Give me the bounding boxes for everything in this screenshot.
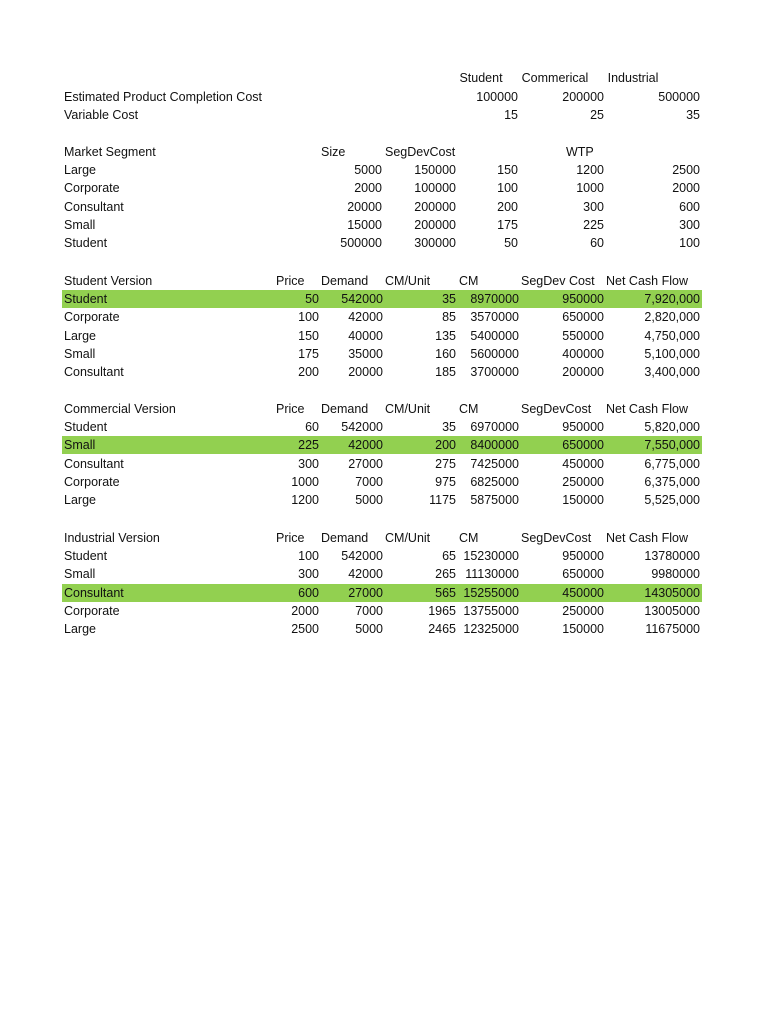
demand-cell: 42000 bbox=[348, 567, 383, 582]
wtp-industrial-cell: 300 bbox=[679, 217, 700, 232]
table-row bbox=[62, 327, 702, 345]
cmunit-cell: 85 bbox=[442, 310, 456, 325]
cm-cell: 7425000 bbox=[470, 456, 519, 471]
cmunit-cell: 265 bbox=[435, 567, 456, 582]
segment-name: Student bbox=[64, 420, 108, 434]
segment-name: Large bbox=[64, 622, 96, 637]
segdevcost-cell: 100000 bbox=[414, 181, 456, 196]
table-row bbox=[62, 547, 702, 565]
segment-name: Student bbox=[64, 236, 108, 251]
netcashflow-cell: 7,550,000 bbox=[644, 438, 700, 453]
cmunit-cell: 185 bbox=[435, 365, 456, 380]
segment-name: Student bbox=[64, 549, 108, 563]
cmunit-cell: 65 bbox=[442, 549, 456, 563]
demand-cell: 35000 bbox=[348, 346, 383, 361]
netcashflow-cell: 9980000 bbox=[651, 567, 700, 582]
segdev-cell: 550000 bbox=[562, 328, 604, 343]
value-cell: 500000 bbox=[658, 90, 700, 104]
price-cell: 60 bbox=[305, 420, 319, 434]
segment-name: Large bbox=[64, 163, 96, 177]
completion-cost-row bbox=[62, 88, 702, 106]
col-header-demand: Demand bbox=[321, 274, 369, 288]
segment-name: Corporate bbox=[64, 474, 120, 489]
segment-name: Student bbox=[64, 292, 108, 306]
price-cell: 150 bbox=[298, 328, 319, 343]
col-header-segdev: SegDevCost bbox=[521, 531, 592, 545]
col-header-netcashflow: Net Cash Flow bbox=[606, 531, 688, 545]
cm-cell: 3570000 bbox=[470, 310, 519, 325]
segdev-cell: 650000 bbox=[562, 310, 604, 325]
cm-cell: 13755000 bbox=[463, 603, 519, 618]
price-cell: 2000 bbox=[291, 603, 319, 618]
segment-name: Corporate bbox=[64, 310, 120, 325]
cm-cell: 15255000 bbox=[463, 585, 519, 600]
highlighted-row bbox=[62, 290, 702, 308]
cm-cell: 8400000 bbox=[470, 438, 519, 453]
table-row bbox=[62, 363, 702, 381]
value-cell: 25 bbox=[590, 108, 604, 122]
highlighted-row bbox=[62, 436, 702, 454]
col-header-cmunit: CM/Unit bbox=[385, 274, 431, 288]
segdev-cell: 950000 bbox=[562, 292, 604, 306]
price-cell: 175 bbox=[298, 346, 319, 361]
netcashflow-cell: 5,820,000 bbox=[644, 420, 700, 434]
netcashflow-cell: 6,775,000 bbox=[644, 456, 700, 471]
segment-name: Small bbox=[64, 346, 96, 361]
price-cell: 100 bbox=[298, 310, 319, 325]
wtp-industrial-cell: 100 bbox=[679, 236, 700, 251]
table-row bbox=[62, 345, 702, 363]
wtp-commercial-cell: 1000 bbox=[576, 181, 604, 196]
segment-name: Consultant bbox=[64, 199, 124, 214]
cmunit-cell: 975 bbox=[435, 474, 456, 489]
price-cell: 50 bbox=[305, 292, 319, 306]
cm-cell: 15230000 bbox=[463, 549, 519, 563]
segdev-cell: 650000 bbox=[562, 438, 604, 453]
segment-name: Consultant bbox=[64, 365, 124, 380]
wtp-student-cell: 50 bbox=[504, 236, 518, 251]
cmunit-cell: 565 bbox=[435, 585, 456, 600]
market-row bbox=[62, 198, 702, 216]
market-row bbox=[62, 161, 702, 179]
size-cell: 2000 bbox=[354, 181, 382, 196]
row-label: Market Segment bbox=[64, 145, 156, 159]
cm-cell: 12325000 bbox=[463, 622, 519, 637]
segdev-cell: 400000 bbox=[562, 346, 604, 361]
variable-cost-row bbox=[62, 106, 702, 124]
version-header-row bbox=[62, 272, 702, 290]
cm-cell: 5875000 bbox=[470, 493, 519, 508]
segdev-cell: 450000 bbox=[562, 585, 604, 600]
segdevcost-cell: 200000 bbox=[414, 199, 456, 214]
cmunit-cell: 35 bbox=[442, 292, 456, 306]
col-header-student: Student bbox=[459, 71, 503, 85]
segdev-cell: 450000 bbox=[562, 456, 604, 471]
table-row bbox=[62, 473, 702, 491]
table-row bbox=[62, 491, 702, 509]
segment-name: Consultant bbox=[64, 585, 124, 600]
cm-cell: 6970000 bbox=[470, 420, 519, 434]
netcashflow-cell: 5,525,000 bbox=[644, 493, 700, 508]
value-cell: 35 bbox=[686, 108, 700, 122]
value-cell: 100000 bbox=[476, 90, 518, 104]
wtp-industrial-cell: 2000 bbox=[672, 181, 700, 196]
segdev-cell: 950000 bbox=[562, 549, 604, 563]
price-cell: 300 bbox=[298, 567, 319, 582]
col-header-cm: CM bbox=[459, 274, 479, 288]
segdev-cell: 250000 bbox=[562, 474, 604, 489]
col-header-netcashflow: Net Cash Flow bbox=[606, 402, 688, 416]
wtp-industrial-cell: 600 bbox=[679, 199, 700, 214]
segdev-cell: 650000 bbox=[562, 567, 604, 582]
cm-cell: 8970000 bbox=[470, 292, 519, 306]
netcashflow-cell: 13005000 bbox=[644, 603, 700, 618]
table-row bbox=[62, 602, 702, 620]
col-header-demand: Demand bbox=[321, 531, 369, 545]
table-row bbox=[62, 565, 702, 583]
segdevcost-cell: 300000 bbox=[414, 236, 456, 251]
demand-cell: 542000 bbox=[341, 292, 383, 306]
price-cell: 225 bbox=[298, 438, 319, 453]
netcashflow-cell: 4,750,000 bbox=[644, 328, 700, 343]
cm-cell: 11130000 bbox=[465, 567, 519, 582]
segment-name: Large bbox=[64, 328, 96, 343]
demand-cell: 5000 bbox=[355, 622, 383, 637]
wtp-student-cell: 200 bbox=[497, 199, 518, 214]
version-title: Student Version bbox=[64, 274, 153, 288]
col-header-industrial: Industrial bbox=[607, 71, 659, 85]
segment-name: Small bbox=[64, 567, 96, 582]
col-header-wtp: WTP bbox=[566, 145, 594, 159]
col-header-price: Price bbox=[276, 274, 305, 288]
size-cell: 500000 bbox=[340, 236, 382, 251]
netcashflow-cell: 7,920,000 bbox=[644, 292, 700, 306]
cm-cell: 6825000 bbox=[470, 474, 519, 489]
row-label: Variable Cost bbox=[64, 108, 139, 122]
cmunit-cell: 135 bbox=[435, 328, 456, 343]
col-header-commercial: Commerical bbox=[521, 71, 589, 85]
demand-cell: 7000 bbox=[355, 474, 383, 489]
col-header-segdev: SegDevCost bbox=[521, 402, 592, 416]
size-cell: 20000 bbox=[347, 199, 382, 214]
segment-name: Consultant bbox=[64, 456, 124, 471]
demand-cell: 20000 bbox=[348, 365, 383, 380]
cm-cell: 5600000 bbox=[470, 346, 519, 361]
cmunit-cell: 2465 bbox=[428, 622, 456, 637]
version-title: Industrial Version bbox=[64, 531, 160, 545]
netcashflow-cell: 3,400,000 bbox=[644, 365, 700, 380]
table-row bbox=[62, 308, 702, 326]
wtp-industrial-cell: 2500 bbox=[672, 163, 700, 177]
col-header-price: Price bbox=[276, 402, 305, 416]
demand-cell: 27000 bbox=[348, 456, 383, 471]
wtp-commercial-cell: 300 bbox=[583, 199, 604, 214]
version-header-row bbox=[62, 529, 702, 547]
demand-cell: 42000 bbox=[348, 438, 383, 453]
table-row bbox=[62, 455, 702, 473]
demand-cell: 542000 bbox=[341, 420, 383, 434]
segdev-cell: 150000 bbox=[562, 493, 604, 508]
netcashflow-cell: 2,820,000 bbox=[644, 310, 700, 325]
value-cell: 15 bbox=[504, 108, 518, 122]
cm-cell: 3700000 bbox=[470, 365, 519, 380]
cm-cell: 5400000 bbox=[470, 328, 519, 343]
col-header-segdev: SegDev Cost bbox=[521, 274, 595, 288]
segment-name: Corporate bbox=[64, 603, 120, 618]
segdev-cell: 200000 bbox=[562, 365, 604, 380]
table-row bbox=[62, 418, 702, 436]
cmunit-cell: 200 bbox=[435, 438, 456, 453]
demand-cell: 40000 bbox=[348, 328, 383, 343]
netcashflow-cell: 6,375,000 bbox=[644, 474, 700, 489]
price-cell: 300 bbox=[298, 456, 319, 471]
segdevcost-cell: 150000 bbox=[414, 163, 456, 177]
cmunit-cell: 1965 bbox=[428, 603, 456, 618]
price-cell: 1000 bbox=[291, 474, 319, 489]
size-cell: 5000 bbox=[354, 163, 382, 177]
col-header-netcashflow: Net Cash Flow bbox=[606, 274, 688, 288]
size-cell: 15000 bbox=[347, 217, 382, 232]
segdev-cell: 950000 bbox=[562, 420, 604, 434]
highlighted-row bbox=[62, 584, 702, 602]
netcashflow-cell: 5,100,000 bbox=[644, 346, 700, 361]
value-cell: 200000 bbox=[562, 90, 604, 104]
netcashflow-cell: 14305000 bbox=[644, 585, 700, 600]
cmunit-cell: 160 bbox=[435, 346, 456, 361]
segdevcost-cell: 200000 bbox=[414, 217, 456, 232]
demand-cell: 27000 bbox=[348, 585, 383, 600]
price-cell: 2500 bbox=[291, 622, 319, 637]
price-cell: 1200 bbox=[291, 493, 319, 508]
netcashflow-cell: 13780000 bbox=[644, 549, 700, 563]
price-cell: 200 bbox=[298, 365, 319, 380]
col-header-cmunit: CM/Unit bbox=[385, 402, 431, 416]
col-header-segdevcost: SegDevCost bbox=[385, 145, 456, 159]
table-row bbox=[62, 620, 702, 638]
market-row bbox=[62, 179, 702, 197]
cmunit-cell: 275 bbox=[435, 456, 456, 471]
segment-name: Small bbox=[64, 438, 96, 453]
wtp-commercial-cell: 1200 bbox=[576, 163, 604, 177]
cmunit-cell: 1175 bbox=[429, 493, 456, 508]
price-cell: 600 bbox=[298, 585, 319, 600]
segdev-cell: 250000 bbox=[562, 603, 604, 618]
col-header-size: Size bbox=[321, 145, 346, 159]
demand-cell: 542000 bbox=[341, 549, 383, 563]
cost-header-row bbox=[62, 69, 702, 87]
cmunit-cell: 35 bbox=[442, 420, 456, 434]
col-header-price: Price bbox=[276, 531, 305, 545]
market-row bbox=[62, 234, 702, 252]
price-cell: 100 bbox=[298, 549, 319, 563]
netcashflow-cell: 11675000 bbox=[645, 622, 700, 637]
demand-cell: 42000 bbox=[348, 310, 383, 325]
col-header-cmunit: CM/Unit bbox=[385, 531, 431, 545]
wtp-student-cell: 175 bbox=[497, 217, 518, 232]
version-title: Commercial Version bbox=[64, 402, 176, 416]
row-label: Estimated Product Completion Cost bbox=[64, 90, 263, 104]
demand-cell: 7000 bbox=[355, 603, 383, 618]
segment-name: Large bbox=[64, 493, 96, 508]
segment-name: Small bbox=[64, 217, 96, 232]
segment-name: Corporate bbox=[64, 181, 120, 196]
version-header-row bbox=[62, 400, 702, 418]
wtp-student-cell: 150 bbox=[497, 163, 518, 177]
col-header-cm: CM bbox=[459, 531, 479, 545]
market-header-row bbox=[62, 143, 702, 161]
col-header-demand: Demand bbox=[321, 402, 369, 416]
wtp-commercial-cell: 60 bbox=[590, 236, 604, 251]
col-header-cm: CM bbox=[459, 402, 479, 416]
market-row bbox=[62, 216, 702, 234]
demand-cell: 5000 bbox=[355, 493, 383, 508]
wtp-student-cell: 100 bbox=[497, 181, 518, 196]
segdev-cell: 150000 bbox=[562, 622, 604, 637]
wtp-commercial-cell: 225 bbox=[583, 217, 604, 232]
